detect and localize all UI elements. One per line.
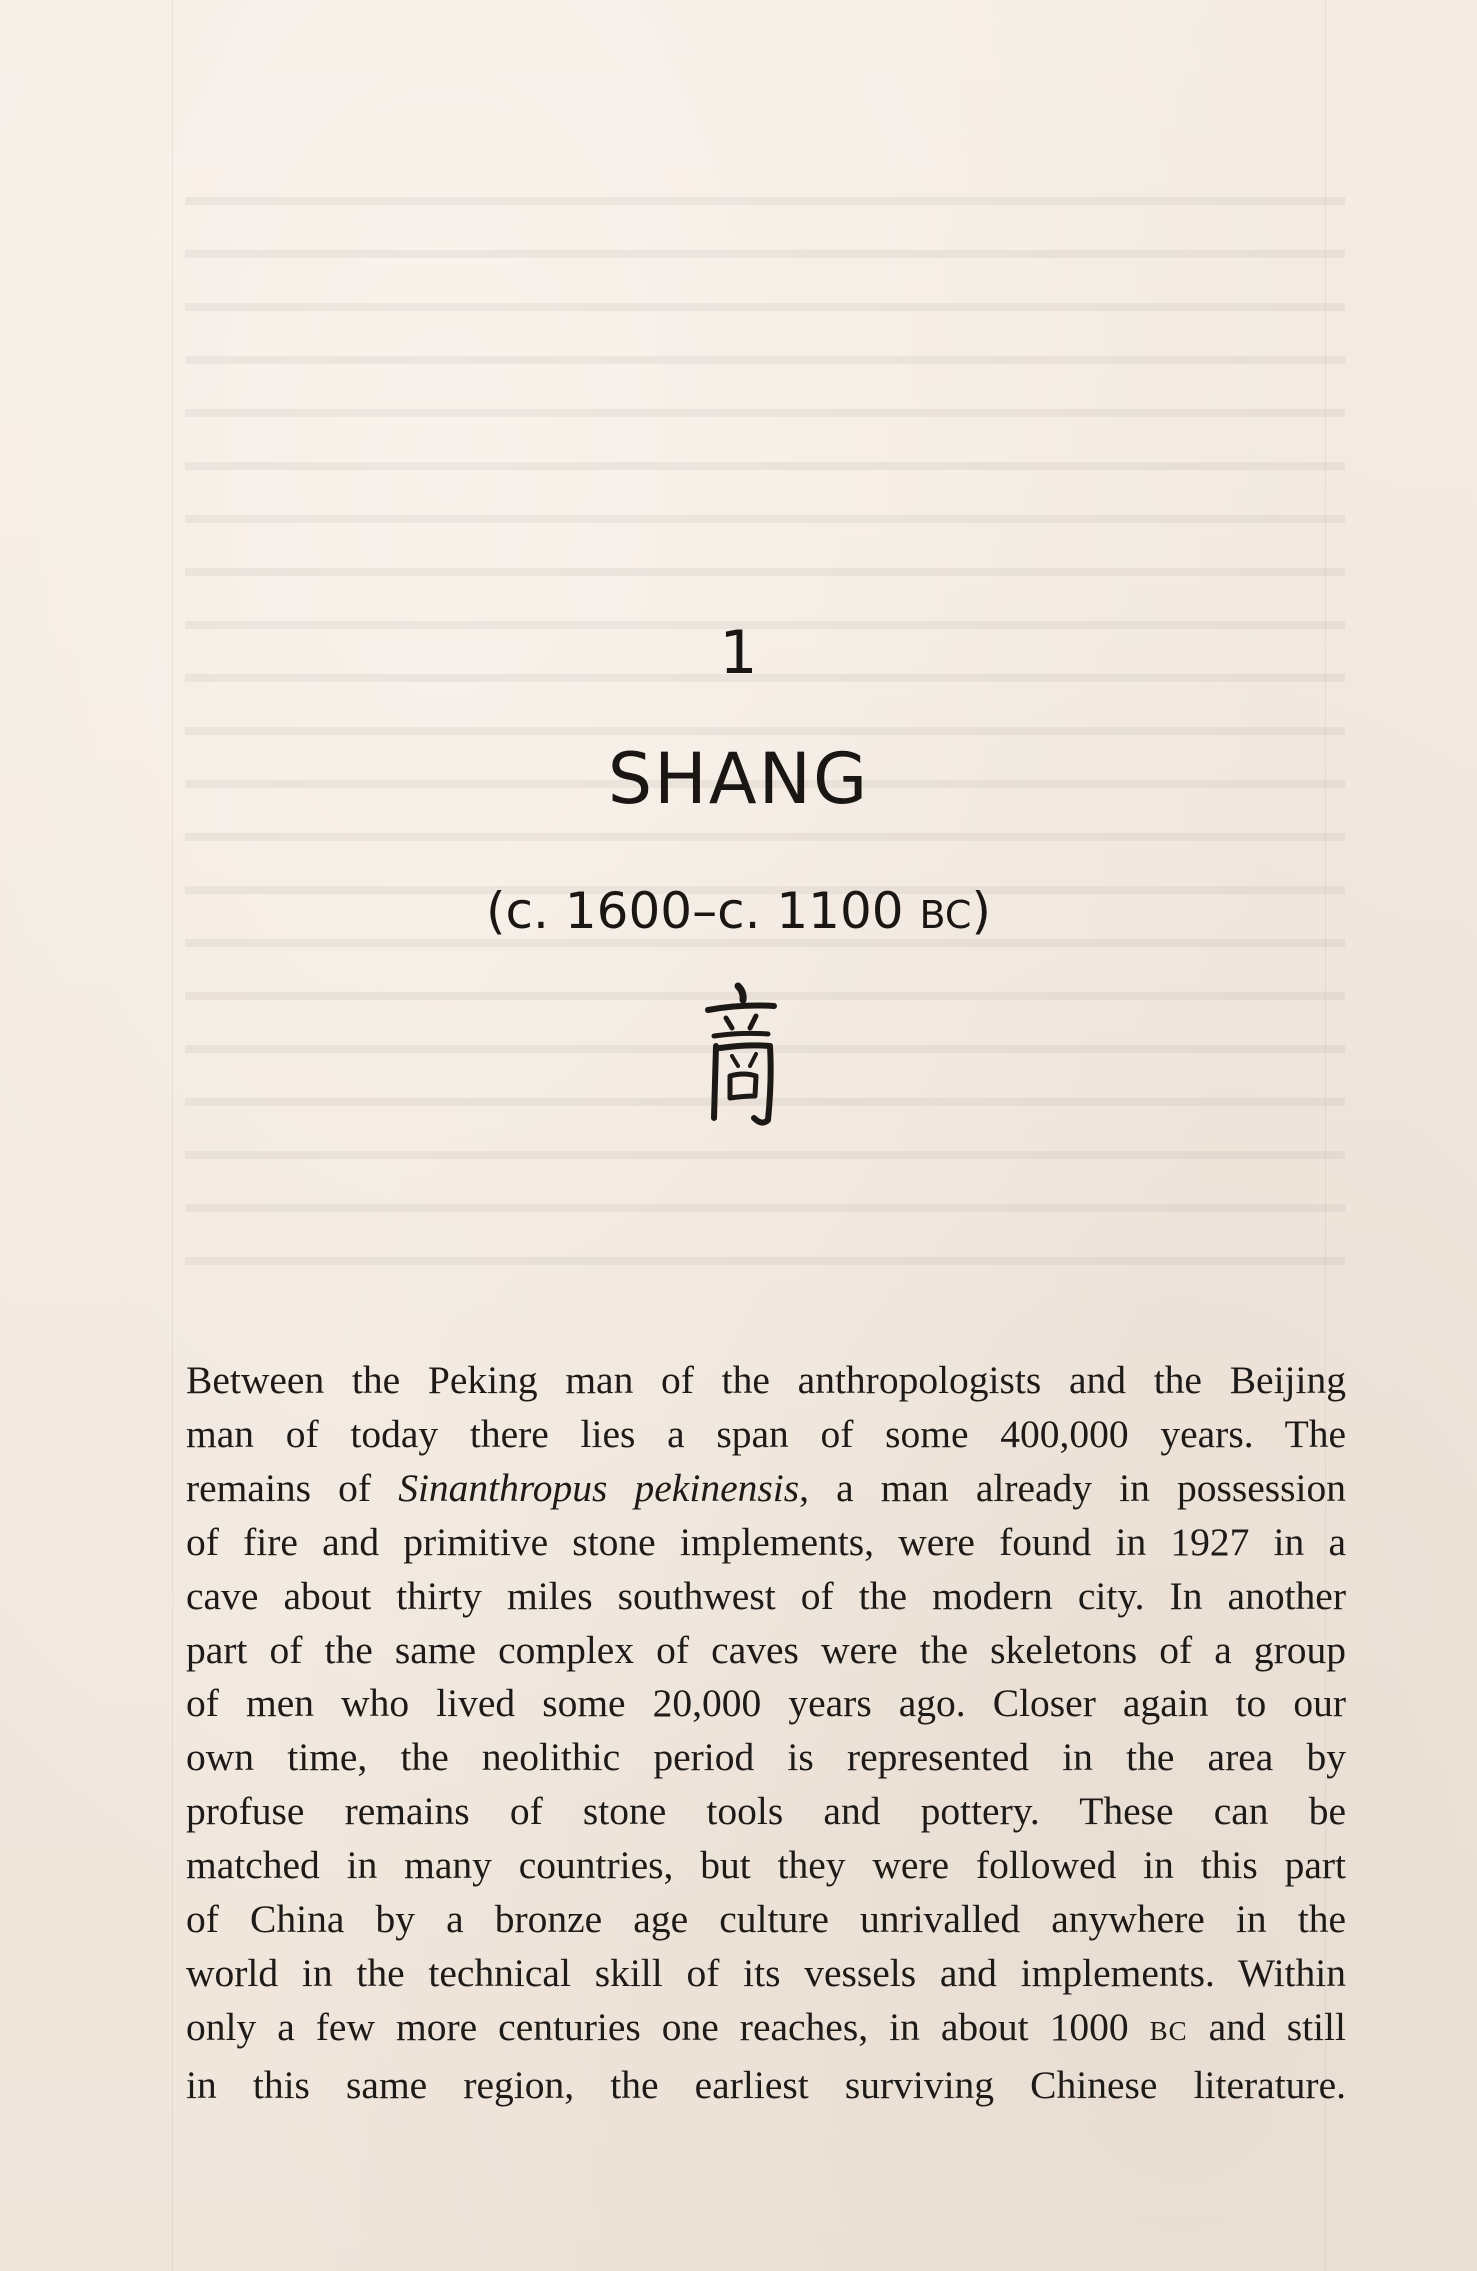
body-line <box>186 2001 1346 2059</box>
era-small-caps: BC <box>1149 2015 1188 2046</box>
body-line <box>186 1785 1346 1839</box>
body-text-run: matched in many countries, but they were followed in this part <box>186 1843 1346 1888</box>
chapter-dates-prefix: (c. 1600–c. 1100 <box>486 882 920 940</box>
body-text-run: own time, the neolithic period is represented in the area by <box>186 1735 1346 1780</box>
body-text-run: of men who lived some 20,000 years ago. Closer again to our <box>186 1681 1346 1726</box>
chapter-number: 1 <box>719 618 758 688</box>
chapter-title: SHANG <box>607 738 870 820</box>
body-line <box>186 1731 1346 1785</box>
body-line <box>186 1677 1346 1731</box>
chapter-dates <box>0 882 1477 940</box>
body-text-run: , a man already in possession <box>799 1465 1347 1510</box>
body-text-run: remains of <box>186 1465 399 1510</box>
body-line <box>186 1354 1346 1408</box>
chapter-dates-era: BC <box>919 893 972 937</box>
chapter-dates-suffix: ) <box>971 882 991 940</box>
body-text-run: and still <box>1187 2004 1346 2049</box>
body-line <box>186 1893 1346 1947</box>
body-line <box>186 1839 1346 1893</box>
body-paragraph <box>186 1354 1346 2113</box>
body-text-run: part of the same complex of caves were the skeletons of a group <box>186 1627 1346 1672</box>
body-text-run: profuse remains of stone tools and pottery. These can be <box>186 1789 1346 1834</box>
body-text-run: of China by a bronze age culture unrivalled anywhere in the <box>186 1897 1346 1942</box>
page-fold-shadow <box>172 0 173 2271</box>
body-text-run: only a few more centuries one reaches, in about 1000 <box>186 2004 1150 2049</box>
body-text-run: man of today there lies a span of some 400,000 years. The <box>186 1411 1346 1456</box>
species-name-italic: Sinanthropus pekinensis <box>398 1465 800 1510</box>
shang-glyph-icon <box>698 980 782 1130</box>
body-line <box>186 1947 1346 2001</box>
body-text-run: of fire and primitive stone implements, were found in 1927 in a <box>186 1519 1346 1564</box>
body-line <box>186 2059 1346 2113</box>
body-line <box>186 1624 1346 1678</box>
body-line <box>186 1408 1346 1462</box>
body-text-run: world in the technical skill of its vessels and implements. Within <box>186 1950 1346 1995</box>
body-text-run: Between the Peking man of the anthropologists and the Beijing <box>186 1358 1346 1402</box>
body-text-run: in this same region, the earliest surviving Chinese literature. <box>186 2062 1346 2107</box>
body-text-run: cave about thirty miles southwest of the modern city. In another <box>186 1573 1346 1618</box>
body-line <box>186 1570 1346 1624</box>
body-line <box>186 1462 1346 1516</box>
body-line <box>186 1516 1346 1570</box>
